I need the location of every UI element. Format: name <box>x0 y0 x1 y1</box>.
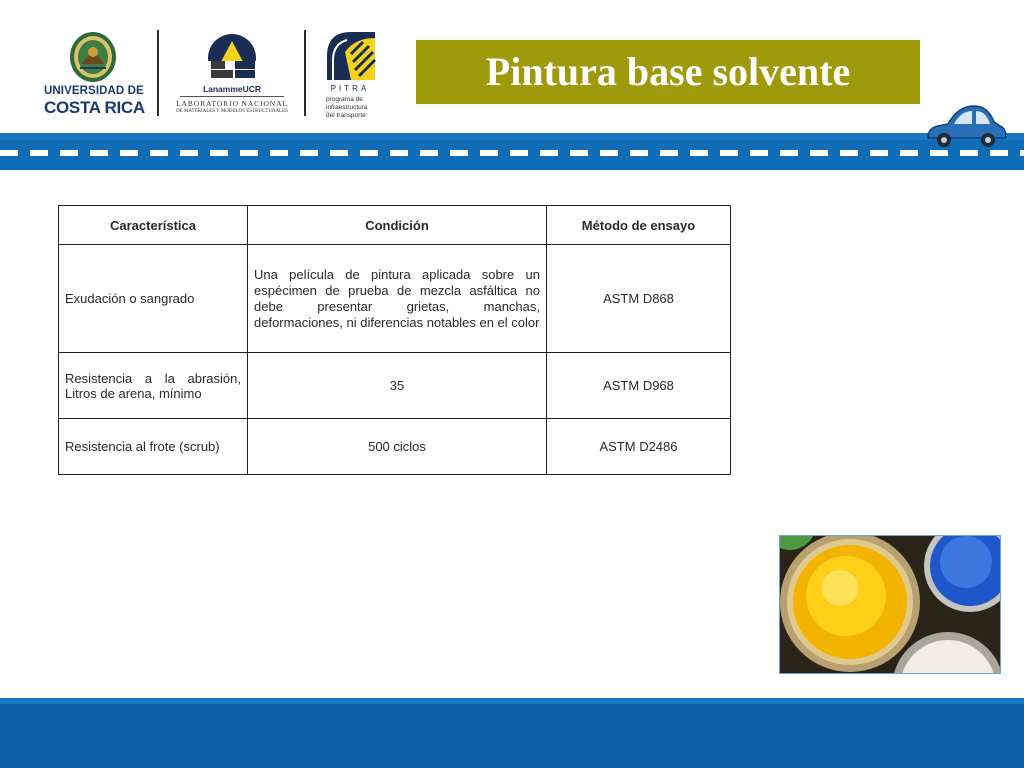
cell-caracteristica: Exudación o sangrado <box>59 245 248 353</box>
road-dash <box>810 150 828 156</box>
road-dash <box>900 150 918 156</box>
road-dash <box>240 150 258 156</box>
footer-band-highlight <box>0 698 1024 704</box>
logo-divider <box>304 30 306 116</box>
cell-metodo: ASTM D968 <box>547 353 731 419</box>
lanamme-line2: DE MATERIALES Y MODELOS ESTRUCTURALES <box>176 109 288 114</box>
table-row <box>59 419 731 475</box>
car-icon <box>924 100 1008 150</box>
header-condicion: Condición <box>248 206 547 245</box>
pitra-sub-line2: infraestructura <box>326 104 368 111</box>
cell-metodo: ASTM D868 <box>547 245 731 353</box>
road-dash <box>660 150 678 156</box>
pitra-sub-line1: programa de <box>326 96 363 103</box>
road-dash <box>270 150 288 156</box>
logo-divider <box>157 30 159 116</box>
lanamme-rule <box>180 96 284 97</box>
road-dash <box>180 150 198 156</box>
specs-table <box>58 205 731 475</box>
paint-cans-image <box>779 535 1001 674</box>
road-dash <box>750 150 768 156</box>
pitra-logo <box>322 28 382 120</box>
road-dash <box>840 150 858 156</box>
road-dash <box>210 150 228 156</box>
road-dash <box>300 150 318 156</box>
footer-band <box>0 698 1024 768</box>
road-dash <box>570 150 588 156</box>
road-dash <box>960 150 978 156</box>
road-dash <box>690 150 708 156</box>
road-dash <box>30 150 48 156</box>
pitra-sub-line3: del transporte <box>326 112 366 119</box>
cell-caracteristica: Resistencia al frote (scrub) <box>59 419 248 475</box>
road-dash <box>330 150 348 156</box>
header-caracteristica: Característica <box>59 206 248 245</box>
road-dash <box>630 150 648 156</box>
pitra-name: PITRA <box>330 84 370 93</box>
table-header-row <box>59 206 731 245</box>
road-dash <box>510 150 528 156</box>
lanamme-mark-icon <box>207 33 257 83</box>
lanamme-line1: LABORATORIO NACIONAL <box>176 99 288 108</box>
cell-condicion: 35 <box>248 353 547 419</box>
road-dash <box>60 150 78 156</box>
ucr-seal-icon <box>68 30 118 84</box>
road-dash <box>360 150 378 156</box>
road-dash <box>540 150 558 156</box>
road-dash <box>420 150 438 156</box>
road-band-highlight <box>0 133 1024 140</box>
lanamme-logo <box>176 30 288 118</box>
ucr-name-line1: UNIVERSIDAD DE <box>44 85 144 97</box>
pitra-mark-icon <box>325 30 377 82</box>
road-dash <box>990 150 1008 156</box>
ucr-logo <box>44 30 145 120</box>
road-dash <box>150 150 168 156</box>
road-dash <box>120 150 138 156</box>
title-banner <box>416 40 920 104</box>
paint-cans-illustration <box>780 536 1001 674</box>
road-dash <box>450 150 468 156</box>
table-row <box>59 353 731 419</box>
road-dash <box>90 150 108 156</box>
road-dash <box>480 150 498 156</box>
lanamme-name: LanammeUCR <box>202 84 262 94</box>
cell-condicion: 500 ciclos <box>248 419 547 475</box>
road-dash <box>390 150 408 156</box>
cell-metodo: ASTM D2486 <box>547 419 731 475</box>
road-dash <box>0 150 18 156</box>
ucr-name-line2: COSTA RICA <box>44 98 145 117</box>
road-dash <box>1020 150 1024 156</box>
header-metodo: Método de ensayo <box>547 206 731 245</box>
page-title: Pintura base solvente <box>485 49 851 94</box>
road-dash <box>930 150 948 156</box>
cell-condicion: Una película de pintura aplicada sobre un espécimen de prueba de mezcla asfáltica no debe presentar grietas, manchas, deformaciones, ni diferencias notables en el color <box>248 245 547 353</box>
road-dash <box>600 150 618 156</box>
road-dash <box>780 150 798 156</box>
road-dash <box>720 150 738 156</box>
cell-caracteristica: Resistencia a la abrasión, Litros de arena, mínimo <box>59 353 248 419</box>
table-row <box>59 245 731 353</box>
road-dash <box>870 150 888 156</box>
